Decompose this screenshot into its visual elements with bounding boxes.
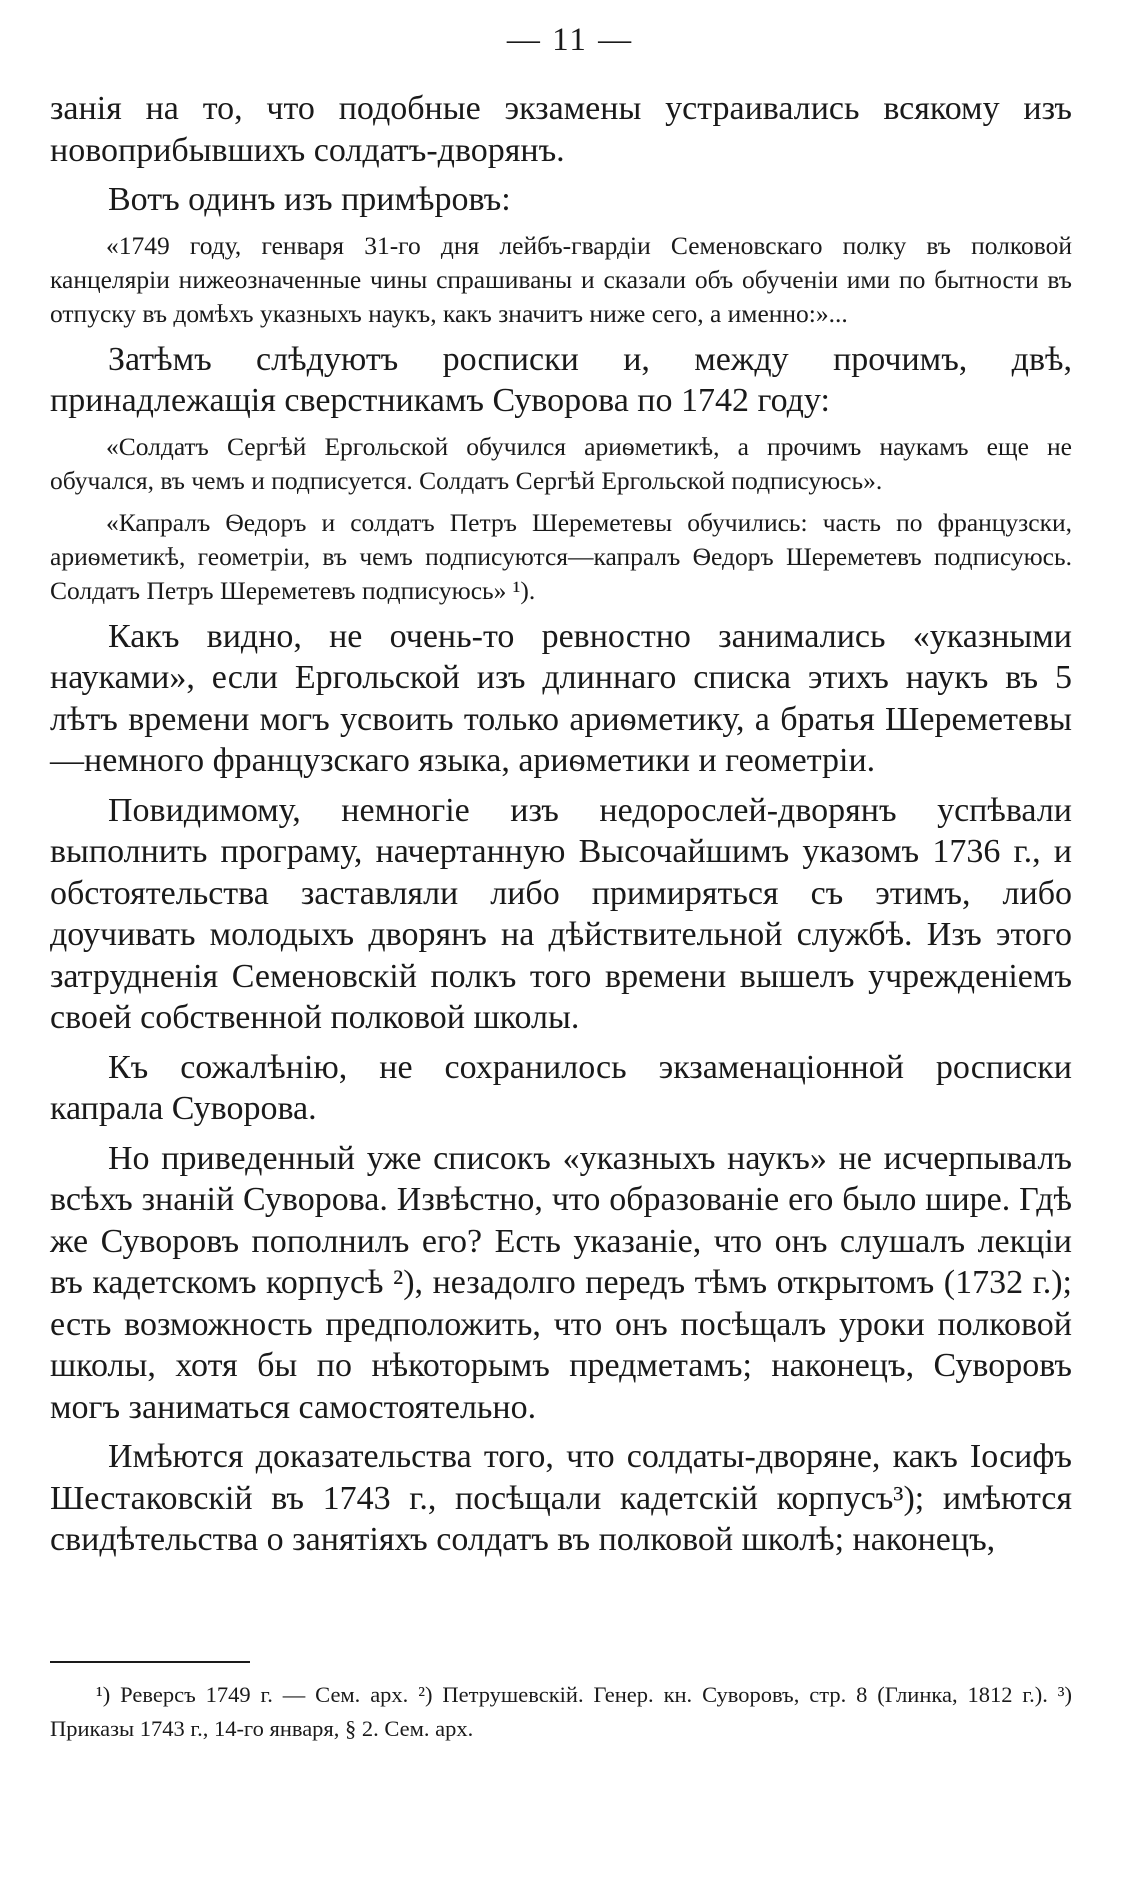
paragraph-receipts: Затѣмъ слѣдуютъ росписки и, между прочимъ, двѣ, принадлежащія сверстникамъ Суворова по 1742 году:	[50, 340, 1072, 419]
quote-chancellery-record: «1749 году, генваря 31-го дня лейбъ-гвардіи Семеновскаго полку въ полковой канцеляріи нижеозначенные чины спрашиваны и сказали объ обученіи ими по бытности въ отпуску въ домѣхъ указныхъ наукъ, какъ значитъ ниже сего, а именно:»...	[50, 230, 1072, 328]
paragraph-continuation: занія на то, что подобные экзамены устраивались всякому изъ новоприбывшихъ солдатъ-дворянъ.	[50, 90, 1072, 169]
quote-sheremetevs: «Капралъ Ѳедоръ и солдатъ Петръ Шереметевы обучились: часть по французски, ариѳметикѣ, геометріи, въ чемъ подписуются—капралъ Ѳедоръ Шереметевъ подписуюсь. Солдатъ Петръ Шереметевъ подписуюсь» ¹).	[50, 507, 1072, 605]
paragraph-regret: Къ сожалѣнію, не сохранилось экзаменаціонной росписки капрала Суворова.	[50, 1048, 1072, 1127]
paragraph-sciences: Какъ видно, не очень-то ревностно занимались «указными науками», если Ергольской изъ длиннаго списка этихъ наукъ въ 5 лѣтъ времени могъ усвоить только ариѳметику, а братья Шереметевы—немного французскаго языка, ариѳметики и геометріи.	[50, 617, 1072, 779]
footnote-2: ²) Петрушевскій. Генер. кн. Суворовъ, стр. 8 (Глинка, 1812 г.).	[418, 1682, 1048, 1707]
body-text	[50, 88, 1072, 1569]
paragraph-education: Но приведенный уже списокъ «указныхъ наукъ» не исчерпывалъ всѣхъ знаній Суворова. Извѣстно, что образованіе его было шире. Гдѣ же Суворовъ пополнилъ его? Есть указаніе, что онъ слушалъ лекціи въ кадетскомъ корпусѣ ²), незадолго передъ тѣмъ открытомъ (1732 г.); есть возможность предположить, что онъ посѣщалъ уроки полковой школы, хотя бы по нѣкоторымъ предметамъ; наконецъ, Суворовъ могъ заниматься самостоятельно.	[50, 1139, 1072, 1426]
footnotes	[50, 1678, 1072, 1746]
footnote-1: ¹) Реверсъ 1749 г. — Сем. арх.	[96, 1682, 409, 1707]
quote-ergolskoy: «Солдатъ Сергѣй Ергольской обучился ариѳметикѣ, а прочимъ наукамъ еще не обучался, въ чемъ и подписуется. Солдатъ Сергѣй Ергольской подписуюсь».	[50, 431, 1072, 495]
page-number: — 11 —	[506, 22, 634, 58]
paragraph-intro-example: Вотъ одинъ изъ примѣровъ:	[108, 181, 511, 218]
paragraph-program: Повидимому, немногіе изъ недорослей-дворянъ успѣвали выполнить програму, начертанную Высочайшимъ указомъ 1736 г., и обстоятельства заставляли либо примиряться съ этимъ, либо доучивать молодыхъ дворянъ на дѣйствительной службѣ. Изъ этого затрудненія Семеновскій полкъ того времени вышелъ учрежденіемъ своей собственной полковой школы.	[50, 791, 1072, 1036]
paragraph-evidence: Имѣются доказательства того, что солдаты-дворяне, какъ Іосифъ Шестаковскій въ 1743 г., посѣщали кадетскій корпусъ³); имѣются свидѣтельства о занятіяхъ солдатъ въ полковой школѣ; наконецъ,	[50, 1438, 1072, 1558]
footnote-divider	[50, 1661, 250, 1663]
footnote-3: ³) Приказы 1743 г., 14-го января, § 2. Сем. арх.	[50, 1682, 1073, 1741]
